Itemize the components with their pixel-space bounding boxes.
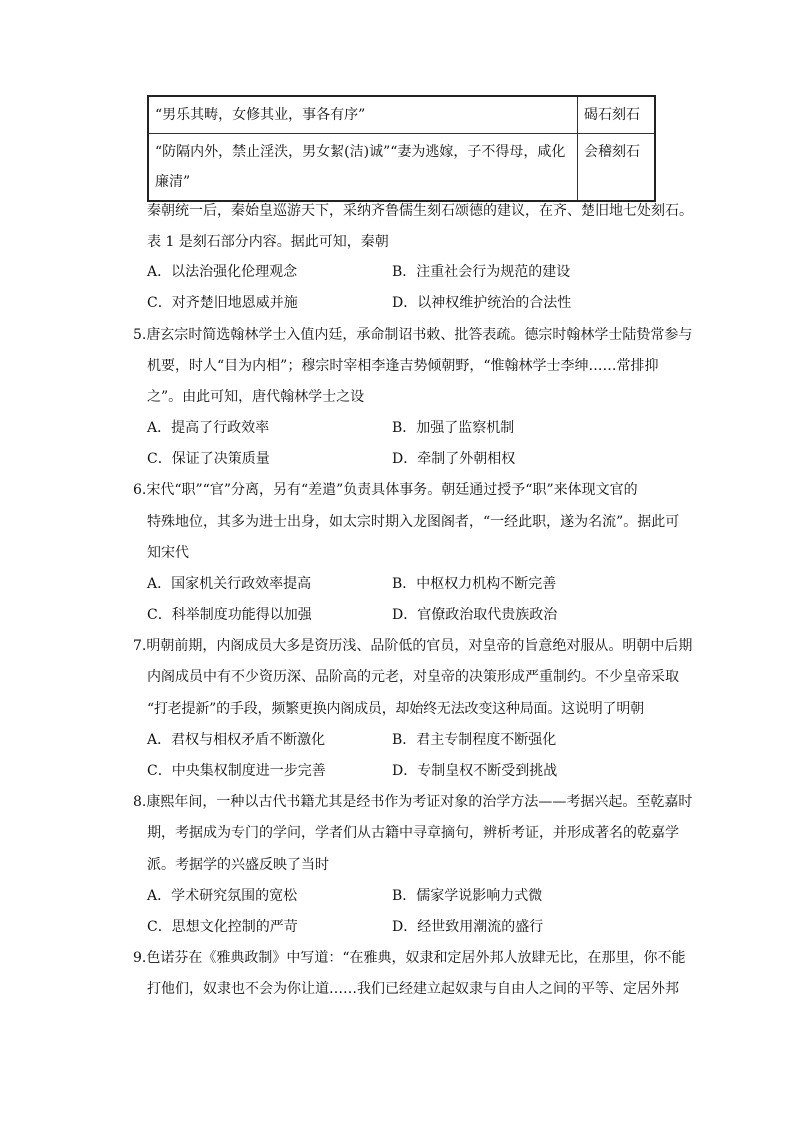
question-8-option-d: D．经世致用潮流的盛行: [392, 919, 544, 935]
question-7-option-b: B．君主专制程度不断强化: [392, 732, 557, 748]
question-9-stem: 打他们，奴隶也不会为你让道……我们已经建立起奴隶与自由人之间的平等、定居外邦: [147, 981, 679, 997]
question-4-stem: 秦朝统一后，秦始皇巡游天下，采纳齐鲁儒生刻石颂德的建议，在齐、楚旧地七处刻石。: [147, 203, 693, 219]
question-8-option-c: C．思想文化控制的严苛: [147, 919, 298, 935]
question-4-option-c: C．对齐楚旧地恩威并施: [147, 295, 298, 311]
question-6-stem: 特殊地位，其多为进士出身，如太宗时期入龙图阁者，“一经此职，遂为名流”。据此可: [147, 514, 680, 530]
question-6-option-c: C．科举制度功能得以加强: [147, 607, 312, 623]
question-6-option-d: D．官僚政治取代贵族政治: [392, 607, 558, 623]
inscription-text: “男乐其畴，女修其业，事各有序”: [148, 96, 578, 134]
question-6-option-a: A．国家机关行政效率提高: [147, 576, 312, 592]
question-4-option-d: D．以神权维护统治的合法性: [392, 295, 572, 311]
inscription-text: “防隔内外，禁止淫泆，男女絜(洁)诚”“妻为逃嫁，子不得母，咸化廉清”: [148, 134, 578, 202]
question-5-option-a: A．提高了行政效率: [147, 420, 270, 436]
table-row: [148, 96, 655, 134]
inscription-source: 碣石刻石: [578, 96, 656, 134]
question-8-stem: 8.康熙年间，一种以古代书籍尤其是经书作为考证对象的治学方法——考据兴起。至乾嘉时: [133, 794, 693, 810]
question-5-stem: 5.唐玄宗时简选翰林学士入值内廷，承命制诏书敕、批答表疏。德宗时翰林学士陆贽常参与: [133, 327, 693, 343]
question-7-stem: 内阁成员中有不少资历深、品阶高的元老，对皇帝的决策形成严重制约。不少皇帝采取: [147, 669, 679, 685]
question-6-option-b: B．中枢权力机构不断完善: [392, 576, 557, 592]
question-7-option-c: C．中央集权制度进一步完善: [147, 763, 326, 779]
question-6-stem: 知宋代: [147, 545, 189, 561]
question-8-stem: 期，考据成为专门的学问，学者们从古籍中寻章摘句，辨析考证，并形成著名的乾嘉学: [147, 825, 679, 841]
question-5-option-d: D．牵制了外朝相权: [392, 451, 516, 467]
inscription-source: 会稽刻石: [578, 134, 656, 202]
question-4-option-b: B．注重社会行为规范的建设: [392, 264, 571, 280]
question-4-option-a: A．以法治强化伦理观念: [147, 264, 298, 280]
question-8-stem: 派。考据学的兴盛反映了当时: [147, 857, 329, 873]
table-row: [148, 134, 655, 202]
question-5-stem: 之”。由此可知，唐代翰林学士之设: [147, 389, 365, 405]
question-7-stem: 7.明朝前期，内阁成员大多是资历浅、品阶低的官员，对皇帝的旨意绝对服从。明朝中后期: [133, 638, 693, 654]
question-5-stem: 机要，时人“目为内相”；穆宗时宰相李逢吉势倾朝野，“惟翰林学士李绅……常排抑: [147, 358, 659, 374]
inscription-table: [147, 95, 656, 202]
question-7-option-a: A．君权与相权矛盾不断激化: [147, 732, 326, 748]
question-7-option-d: D．专制皇权不断受到挑战: [392, 763, 558, 779]
question-4-stem: 表 1 是刻石部分内容。据此可知，秦朝: [147, 234, 389, 250]
question-8-option-a: A．学术研究氛围的宽松: [147, 888, 298, 904]
question-9-stem: 9.色诺芬在《雅典政制》中写道：“在雅典，奴隶和定居外邦人放肆无比，在那里，你不能: [133, 950, 686, 966]
question-7-stem: “打老提新”的手段，频繁更换内阁成员，却始终无法改变这种局面。这说明了明朝: [147, 701, 644, 717]
question-5-option-c: C．保证了决策质量: [147, 451, 270, 467]
question-5-option-b: B．加强了监察机制: [392, 420, 515, 436]
question-6-stem: 6.宋代“职”“官”分离，另有“差遣”负责具体事务。朝廷通过授予“职”来体现文官的: [133, 482, 638, 498]
question-8-option-b: B．儒家学说影响力式微: [392, 888, 543, 904]
